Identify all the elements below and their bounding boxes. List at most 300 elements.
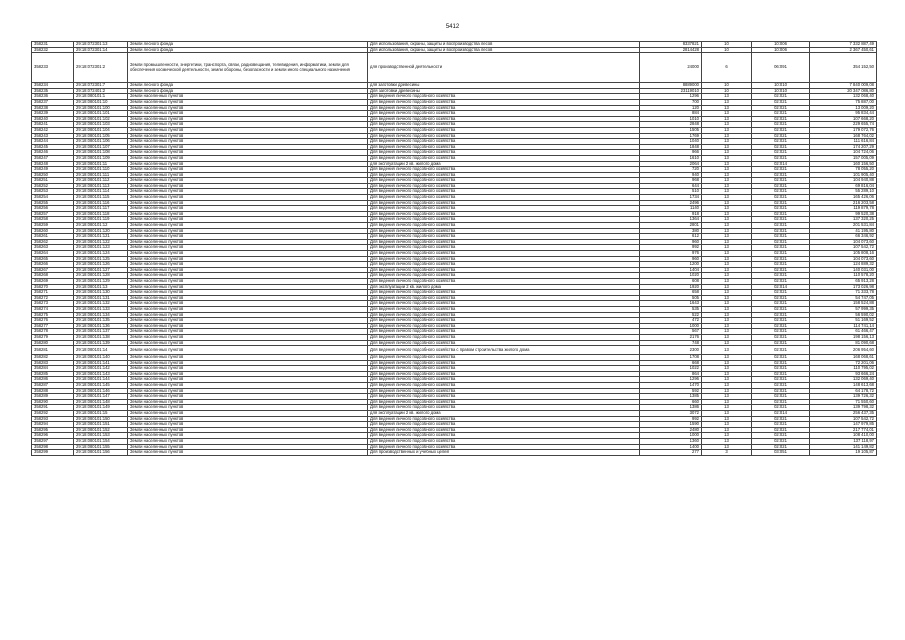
- cadastral-value-cell: 81 090,68: [810, 340, 877, 346]
- area-cell: 592: [640, 388, 702, 394]
- land-category-cell: Земли населенных пунктов: [128, 405, 368, 411]
- land-category-cell: Земли населенных пунктов: [128, 262, 368, 268]
- code-cell: 10:006: [752, 47, 810, 53]
- permitted-use-cell: Для ведения личного подсобного хозяйства: [368, 267, 640, 273]
- permitted-use-cell: Для ведения личного подсобного хозяйства: [368, 172, 640, 178]
- permitted-use-cell: Для использования, охраны, защиты и воспроизводства лесов: [368, 42, 640, 48]
- cadastral-value-cell: 65 913,28: [810, 278, 877, 284]
- permitted-use-cell: Для ведения личного подсобного хозяйства: [368, 133, 640, 139]
- group-cell: 13: [702, 329, 752, 335]
- permitted-use-cell: Для ведения личного подсобного хозяйства: [368, 178, 640, 184]
- row-number-cell: 358234: [32, 83, 74, 89]
- permitted-use-cell: Для производственных и учебных целей: [368, 450, 640, 456]
- permitted-use-cell: Для ведения личного подсобного хозяйства: [368, 433, 640, 439]
- code-cell: 02:021: [752, 355, 810, 361]
- row-number-cell: 358238: [32, 105, 74, 111]
- land-category-cell: Земли населенных пунктов: [128, 394, 368, 400]
- cadastral-number-cell: 29:18:080101:104: [74, 127, 128, 133]
- cadastral-number-cell: 29:18:072301:7: [74, 83, 128, 89]
- cadastral-number-cell: 29:18:080101:119: [74, 217, 128, 223]
- cadastral-value-cell: 104 073,60: [810, 239, 877, 245]
- code-cell: 02:021: [752, 267, 810, 273]
- land-category-cell: Земли населенных пунктов: [128, 383, 368, 389]
- cadastral-number-cell: 29:18:080101:117: [74, 206, 128, 212]
- page-number: 5412: [445, 24, 460, 30]
- cadastral-number-cell: 29:18:080101:101: [74, 111, 128, 117]
- cadastral-number-cell: 29:18:080101:118: [74, 211, 128, 217]
- cadastral-number-cell: 29:18:080101:12: [74, 223, 128, 229]
- area-cell: 1848: [640, 144, 702, 150]
- code-cell: 02:021: [752, 127, 810, 133]
- permitted-use-cell: Для использования, охраны, защиты и воспроизводства лесов: [368, 47, 640, 53]
- cadastral-number-cell: 29:18:080101:130: [74, 290, 128, 296]
- land-category-cell: Земли промышленности, энергетики, транспорта, связи, радиовещания, телевидения, информатики, земли для обеспечения космической деятельности, земли обороны, безопасности и земли иного специального назначения: [128, 53, 368, 83]
- area-cell: 1000: [640, 323, 702, 329]
- area-cell: 2480: [640, 427, 702, 433]
- code-cell: 02:021: [752, 360, 810, 366]
- cadastral-number-cell: 29:18:080101:155: [74, 444, 128, 450]
- land-category-cell: Земли населенных пунктов: [128, 295, 368, 301]
- cadastral-value-cell: 157 005,09: [810, 155, 877, 161]
- area-cell: 864: [640, 371, 702, 377]
- land-category-cell: Земли населенных пунктов: [128, 399, 368, 405]
- group-cell: 13: [702, 239, 752, 245]
- permitted-use-cell: Для ведения личного подсобного хозяйства: [368, 312, 640, 318]
- cadastral-number-cell: 29:18:080101:123: [74, 245, 128, 251]
- code-cell: 02:021: [752, 334, 810, 340]
- permitted-use-cell: Для ведения личного подсобного хозяйства: [368, 399, 640, 405]
- land-category-cell: Земли населенных пунктов: [128, 306, 368, 312]
- row-number-cell: 358293: [32, 416, 74, 422]
- land-category-cell: Земли населенных пунктов: [128, 206, 368, 212]
- cadastral-number-cell: 29:18:080101:149: [74, 405, 128, 411]
- cadastral-value-cell: 93 666,24: [810, 371, 877, 377]
- permitted-use-cell: Для ведения личного подсобного хозяйства: [368, 439, 640, 445]
- cadastral-number-cell: 29:18:080101:1: [74, 94, 128, 100]
- cadastral-number-cell: 29:18:080101:153: [74, 433, 128, 439]
- code-cell: 02:021: [752, 306, 810, 312]
- code-cell: 02:021: [752, 312, 810, 318]
- row-number-cell: 358284: [32, 366, 74, 372]
- land-category-cell: Земли населенных пунктов: [128, 105, 368, 111]
- row-number-cell: 358245: [32, 144, 74, 150]
- row-number-cell: 358289: [32, 394, 74, 400]
- area-cell: 2300: [640, 346, 702, 355]
- group-cell: 13: [702, 394, 752, 400]
- row-number-cell: 358268: [32, 273, 74, 279]
- group-cell: 13: [702, 111, 752, 117]
- code-cell: 10:006: [752, 42, 810, 48]
- group-cell: 13: [702, 318, 752, 324]
- row-number-cell: 358279: [32, 334, 74, 340]
- permitted-use-cell: Для ведения личного подсобного хозяйства: [368, 388, 640, 394]
- permitted-use-cell: Для ведения личного подсобного хозяйства: [368, 366, 640, 372]
- land-category-cell: Земли населенных пунктов: [128, 122, 368, 128]
- row-number-cell: 358261: [32, 234, 74, 240]
- code-cell: 02:021: [752, 111, 810, 117]
- code-cell: 02:021: [752, 223, 810, 229]
- code-cell: 02:021: [752, 399, 810, 405]
- row-number-cell: 358235: [32, 88, 74, 94]
- code-cell: 02:021: [752, 427, 810, 433]
- area-cell: 277: [640, 450, 702, 456]
- cadastral-number-cell: 29:18:080101:112: [74, 178, 128, 184]
- cadastral-value-cell: 20 347 086,80: [810, 88, 877, 94]
- group-cell: 13: [702, 155, 752, 161]
- area-cell: 668: [640, 360, 702, 366]
- code-cell: 02:021: [752, 301, 810, 307]
- code-cell: 02:021: [752, 105, 810, 111]
- area-cell: 1590: [640, 422, 702, 428]
- row-number-cell: 358275: [32, 312, 74, 318]
- land-category-cell: Земли населенных пунктов: [128, 195, 368, 201]
- permitted-use-cell: Для ведения личного подсобного хозяйства: [368, 416, 640, 422]
- cadastral-number-cell: 29:18:080101:100: [74, 105, 128, 111]
- area-cell: 992: [640, 416, 702, 422]
- land-category-cell: Земли населенных пунктов: [128, 427, 368, 433]
- row-number-cell: 358298: [32, 444, 74, 450]
- group-cell: 13: [702, 334, 752, 340]
- group-cell: 13: [702, 206, 752, 212]
- code-cell: 02:021: [752, 416, 810, 422]
- code-cell: 10:010: [752, 83, 810, 89]
- cadastral-number-cell: 29:18:080101:134: [74, 312, 128, 318]
- cadastral-number-cell: 29:18:080101:127: [74, 267, 128, 273]
- cadastral-value-cell: 7 840 009,08: [810, 83, 877, 89]
- group-cell: 13: [702, 399, 752, 405]
- land-category-cell: Земли населенных пунктов: [128, 116, 368, 122]
- land-category-cell: Земли населенных пунктов: [128, 211, 368, 217]
- group-cell: 10: [702, 47, 752, 53]
- land-category-cell: Земли населенных пунктов: [128, 133, 368, 139]
- row-number-cell: 358253: [32, 189, 74, 195]
- code-cell: 02:014: [752, 411, 810, 417]
- code-cell: 02:021: [752, 433, 810, 439]
- land-category-cell: Земли населенных пунктов: [128, 439, 368, 445]
- area-cell: 535: [640, 306, 702, 312]
- area-cell: 2801: [640, 223, 702, 229]
- cadastral-number-cell: 29:18:080101:142: [74, 366, 128, 372]
- cadastral-value-cell: 179 072,76: [810, 127, 877, 133]
- code-cell: 02:021: [752, 183, 810, 189]
- permitted-use-cell: Для ведения личного подсобного хозяйства: [368, 217, 640, 223]
- area-cell: 884: [640, 111, 702, 117]
- code-cell: 02:021: [752, 94, 810, 100]
- land-category-cell: Земли населенных пунктов: [128, 144, 368, 150]
- code-cell: 02:021: [752, 189, 810, 195]
- code-cell: 03:051: [752, 450, 810, 456]
- cadastral-value-cell: 174 207,29: [810, 144, 877, 150]
- area-cell: 1404: [640, 267, 702, 273]
- row-number-cell: 358249: [32, 167, 74, 173]
- group-cell: 13: [702, 444, 752, 450]
- permitted-use-cell: Для ведения личного подсобного хозяйства: [368, 360, 640, 366]
- area-cell: 1296: [640, 94, 702, 100]
- land-category-cell: Земли населенных пунктов: [128, 155, 368, 161]
- permitted-use-cell: для эксплуатации 2 кв. жилого дома: [368, 161, 640, 167]
- row-number-cell: 358277: [32, 323, 74, 329]
- cadastral-value-cell: 132 069,40: [810, 377, 877, 383]
- code-cell: 02:021: [752, 200, 810, 206]
- area-cell: 472: [640, 318, 702, 324]
- row-number-cell: 358273: [32, 301, 74, 307]
- table-row: [32, 346, 877, 355]
- cadastral-value-cell: 173 026,98: [810, 284, 877, 290]
- area-cell: 1400: [640, 444, 702, 450]
- group-cell: 13: [702, 422, 752, 428]
- land-category-cell: Земли лесного фонда: [128, 47, 368, 53]
- cadastral-number-cell: 29:18:080101:103: [74, 122, 128, 128]
- land-category-cell: Земли населенных пунктов: [128, 183, 368, 189]
- land-category-cell: Земли населенных пунктов: [128, 172, 368, 178]
- cadastral-value-cell: 217 774,01: [810, 427, 877, 433]
- group-cell: 13: [702, 323, 752, 329]
- cadastral-number-cell: 29:18:080101:111: [74, 172, 128, 178]
- code-cell: 02:021: [752, 217, 810, 223]
- permitted-use-cell: Для ведения личного подсобного хозяйства: [368, 234, 640, 240]
- land-category-cell: Земли лесного фонда: [128, 88, 368, 94]
- group-cell: 13: [702, 122, 752, 128]
- code-cell: 02:021: [752, 377, 810, 383]
- cadastral-value-cell: 61 466,47: [810, 329, 877, 335]
- row-number-cell: 358255: [32, 200, 74, 206]
- cadastral-number-cell: 29:18:072301:13: [74, 42, 128, 48]
- code-cell: 02:021: [752, 273, 810, 279]
- row-number-cell: 358297: [32, 439, 74, 445]
- cadastral-number-cell: 29:18:080101:116: [74, 200, 128, 206]
- group-cell: 13: [702, 167, 752, 173]
- code-cell: 02:021: [752, 122, 810, 128]
- cadastral-value-cell: 141 149,82: [810, 444, 877, 450]
- cadastral-number-cell: 29:18:080101:113: [74, 183, 128, 189]
- row-number-cell: 358274: [32, 306, 74, 312]
- row-number-cell: 358299: [32, 450, 74, 456]
- cadastral-value-cell: 71 550,60: [810, 399, 877, 405]
- permitted-use-cell: Для ведения личного подсобного хозяйства: [368, 427, 640, 433]
- group-cell: 13: [702, 178, 752, 184]
- land-category-cell: Земли населенных пунктов: [128, 450, 368, 456]
- cadastral-value-cell: 206 954,60: [810, 346, 877, 355]
- cadastral-number-cell: 29:18:080101:139: [74, 340, 128, 346]
- cadastral-value-cell: 108 410,00: [810, 433, 877, 439]
- permitted-use-cell: Для ведения личного подсобного хозяйства: [368, 273, 640, 279]
- group-cell: 3: [702, 450, 752, 456]
- land-category-cell: Земли населенных пунктов: [128, 245, 368, 251]
- area-cell: 522: [640, 312, 702, 318]
- group-cell: 13: [702, 127, 752, 133]
- area-cell: 608: [640, 278, 702, 284]
- code-cell: 02:021: [752, 371, 810, 377]
- group-cell: 13: [702, 116, 752, 122]
- land-category-cell: Земли населенных пунктов: [128, 228, 368, 234]
- cadastral-number-cell: 29:18:080101:124: [74, 251, 128, 257]
- cadastral-value-cell: 139 798,32: [810, 405, 877, 411]
- row-number-cell: 358232: [32, 47, 74, 53]
- cadastral-value-cell: 75 887,00: [810, 99, 877, 105]
- area-cell: 960: [640, 256, 702, 262]
- row-number-cell: 358278: [32, 329, 74, 335]
- land-category-cell: Земли населенных пунктов: [128, 278, 368, 284]
- area-cell: 1040: [640, 139, 702, 145]
- group-cell: 13: [702, 256, 752, 262]
- code-cell: 02:021: [752, 318, 810, 324]
- row-number-cell: 358233: [32, 53, 74, 83]
- cadastral-value-cell: 13 009,20: [810, 105, 877, 111]
- area-cell: 24000: [640, 53, 702, 83]
- group-cell: 13: [702, 133, 752, 139]
- permitted-use-cell: Для ведения личного подсобного хозяйства: [368, 256, 640, 262]
- row-number-cell: 358287: [32, 383, 74, 389]
- permitted-use-cell: Для ведения личного подсобного хозяйства: [368, 318, 640, 324]
- cadastral-number-cell: 29:18:080101:140: [74, 355, 128, 361]
- permitted-use-cell: Для ведения личного подсобного хозяйства: [368, 340, 640, 346]
- table-row: [32, 53, 877, 83]
- cadastral-value-cell: 54 747,05: [810, 295, 877, 301]
- cadastral-number-cell: 29:18:080101:10: [74, 99, 128, 105]
- cadastral-value-cell: 165 426,06: [810, 195, 877, 201]
- land-category-cell: Земли населенных пунктов: [128, 150, 368, 156]
- permitted-use-cell: Для ведения личного подсобного хозяйства: [368, 200, 640, 206]
- area-cell: 2814428: [640, 47, 702, 53]
- area-cell: 2176: [640, 334, 702, 340]
- permitted-use-cell: Для ведения личного подсобного хозяйства: [368, 228, 640, 234]
- group-cell: 13: [702, 144, 752, 150]
- code-cell: 02:021: [752, 239, 810, 245]
- land-category-cell: Земли населенных пунктов: [128, 301, 368, 307]
- group-cell: 13: [702, 278, 752, 284]
- group-cell: 13: [702, 234, 752, 240]
- land-category-cell: Земли населенных пунктов: [128, 267, 368, 273]
- permitted-use-cell: Для ведения личного подсобного хозяйства: [368, 355, 640, 361]
- code-cell: 06:091: [752, 53, 810, 83]
- cadastral-value-cell: 110 795,02: [810, 366, 877, 372]
- area-cell: 1296: [640, 377, 702, 383]
- code-cell: 02:021: [752, 139, 810, 145]
- cadastral-value-cell: 168 764,02: [810, 133, 877, 139]
- group-cell: 10: [702, 83, 752, 89]
- land-category-cell: Земли населенных пунктов: [128, 346, 368, 355]
- row-number-cell: 358285: [32, 371, 74, 377]
- cadastral-value-cell: 158 524,88: [810, 301, 877, 307]
- cadastral-value-cell: 147 979,85: [810, 422, 877, 428]
- permitted-use-cell: Для ведения личного подсобного хозяйства: [368, 377, 640, 383]
- permitted-use-cell: Для ведения личного подсобного хозяйства: [368, 94, 640, 100]
- cadastral-number-cell: 29:18:072401:2: [74, 88, 128, 94]
- code-cell: 02:021: [752, 150, 810, 156]
- permitted-use-cell: Для ведения личного подсобного хозяйства: [368, 295, 640, 301]
- land-category-cell: Земли населенных пунктов: [128, 99, 368, 105]
- cadastral-value-cell: 198 156,13: [810, 334, 877, 340]
- land-category-cell: Земли населенных пунктов: [128, 161, 368, 167]
- cadastral-value-cell: 51 169,52: [810, 318, 877, 324]
- area-cell: 1734: [640, 195, 702, 201]
- cadastral-number-cell: 29:18:080101:152: [74, 427, 128, 433]
- land-category-cell: Земли населенных пунктов: [128, 273, 368, 279]
- row-number-cell: 358239: [32, 111, 74, 117]
- cadastral-value-cell: 56 590,02: [810, 312, 877, 318]
- area-cell: 1022: [640, 366, 702, 372]
- land-category-cell: Земли населенных пунктов: [128, 167, 368, 173]
- permitted-use-cell: для эксплуатации 2 кв. жилого дома: [368, 411, 640, 417]
- area-cell: 2848: [640, 122, 702, 128]
- group-cell: 13: [702, 262, 752, 268]
- cadastral-number-cell: 29:18:080101:143: [74, 371, 128, 377]
- row-number-cell: 358265: [32, 256, 74, 262]
- permitted-use-cell: Для эксплуатации 2 кв. жилого дома: [368, 284, 640, 290]
- land-category-cell: Земли населенных пунктов: [128, 388, 368, 394]
- area-cell: 380: [640, 228, 702, 234]
- row-number-cell: 358247: [32, 155, 74, 161]
- cadastral-value-cell: 64 178,72: [810, 388, 877, 394]
- permitted-use-cell: Для ведения личного подсобного хозяйства: [368, 444, 640, 450]
- group-cell: 13: [702, 355, 752, 361]
- cadastral-value-cell: 104 724,06: [810, 150, 877, 156]
- code-cell: 02:021: [752, 99, 810, 105]
- row-number-cell: 358240: [32, 116, 74, 122]
- area-cell: 644: [640, 183, 702, 189]
- code-cell: 02:021: [752, 444, 810, 450]
- code-cell: 02:021: [752, 295, 810, 301]
- permitted-use-cell: Для ведения личного подсобного хозяйства: [368, 105, 640, 111]
- row-number-cell: 358244: [32, 139, 74, 145]
- code-cell: 02:021: [752, 388, 810, 394]
- group-cell: 13: [702, 366, 752, 372]
- group-cell: 13: [702, 105, 752, 111]
- land-category-cell: Земли населенных пунктов: [128, 371, 368, 377]
- cadastral-number-cell: 29:18:080101:151: [74, 422, 128, 428]
- area-cell: 2064: [640, 161, 702, 167]
- land-category-cell: Земли населенных пунктов: [128, 239, 368, 245]
- cadastral-value-cell: 107 668,20: [810, 116, 877, 122]
- row-number-cell: 358243: [32, 133, 74, 139]
- cadastral-number-cell: 29:18:080101:147: [74, 394, 128, 400]
- row-number-cell: 358263: [32, 245, 74, 251]
- land-category-cell: Земли населенных пунктов: [128, 111, 368, 117]
- cadastral-number-cell: 29:18:080101:121: [74, 234, 128, 240]
- row-number-cell: 358286: [32, 377, 74, 383]
- area-cell: 720: [640, 167, 702, 173]
- cadastral-number-cell: 29:18:080101:11: [74, 161, 128, 167]
- row-number-cell: 358258: [32, 217, 74, 223]
- area-cell: 960: [640, 239, 702, 245]
- code-cell: 02:021: [752, 228, 810, 234]
- area-cell: 1020: [640, 273, 702, 279]
- area-cell: 23119010: [640, 88, 702, 94]
- row-number-cell: 358270: [32, 284, 74, 290]
- land-category-cell: Земли населенных пунктов: [128, 334, 368, 340]
- code-cell: 02:021: [752, 383, 810, 389]
- cadastral-number-cell: 29:18:080101:122: [74, 239, 128, 245]
- land-category-cell: Земли населенных пунктов: [128, 189, 368, 195]
- cadastral-number-cell: 29:18:080101:125: [74, 256, 128, 262]
- cadastral-value-cell: 95 834,44: [810, 111, 877, 117]
- permitted-use-cell: Для ведения личного подсобного хозяйства: [368, 122, 640, 128]
- land-category-cell: Земли населенных пунктов: [128, 318, 368, 324]
- permitted-use-cell: Для ведения личного подсобного хозяйства: [368, 239, 640, 245]
- area-cell: 3072: [640, 411, 702, 417]
- row-number-cell: 358267: [32, 267, 74, 273]
- group-cell: 13: [702, 306, 752, 312]
- cadastral-number-cell: 29:18:080101:154: [74, 439, 128, 445]
- land-category-cell: Земли населенных пунктов: [128, 217, 368, 223]
- code-cell: 02:021: [752, 340, 810, 346]
- row-number-cell: 358260: [32, 228, 74, 234]
- permitted-use-cell: Для ведения личного подсобного хозяйства: [368, 116, 640, 122]
- cadastral-value-cell: 114 741,14: [810, 323, 877, 329]
- row-number-cell: 358257: [32, 211, 74, 217]
- area-cell: 8889000: [640, 83, 702, 89]
- code-cell: 10:010: [752, 88, 810, 94]
